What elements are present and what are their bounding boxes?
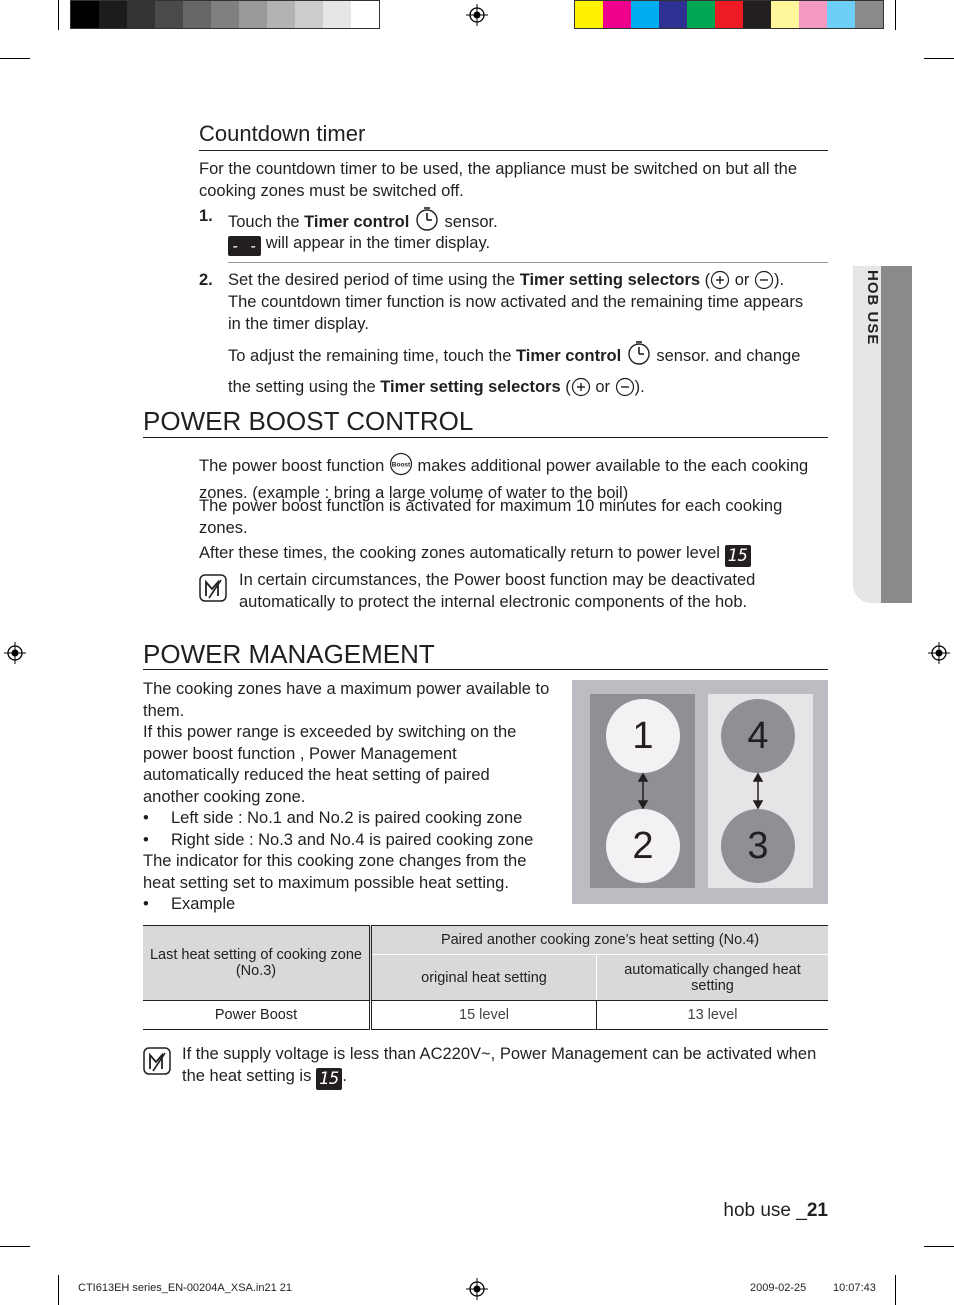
- page-footer: hob use _21: [723, 1200, 828, 1221]
- crop-mark: [895, 1275, 896, 1305]
- bullet-left-side: • Left side : No.1 and No.2 is paired cooking zone: [143, 809, 523, 827]
- cooking-zone-diagram: [572, 680, 828, 904]
- crop-mark: [895, 0, 896, 30]
- color-swatch: [827, 1, 855, 28]
- color-swatch: [855, 1, 883, 28]
- zone-label-3: 3: [747, 825, 769, 867]
- step2-activated: The countdown timer function is now activated and the remaining time appears in the timer display.: [228, 293, 804, 333]
- table-header-last-setting: Last heat setting of cooking zone (No.3): [143, 926, 371, 1001]
- boost-icon-label: Boost: [391, 461, 411, 469]
- slug-date: 2009-02-25: [750, 1282, 807, 1294]
- management-paragraph-3: The indicator for this cooking zone changes from the heat setting set to maximum possible heat setting.: [143, 852, 527, 892]
- step-divider: [228, 262, 828, 263]
- color-swatch: [715, 1, 743, 28]
- timer-icon: [626, 340, 652, 374]
- crop-mark: [0, 58, 30, 59]
- slug-time: 10:07:43: [833, 1282, 876, 1294]
- plus-icon: [571, 377, 591, 405]
- table-header-original: original heat setting: [371, 955, 597, 1001]
- heading-rule: [143, 669, 828, 670]
- step2-adjust: To adjust the remaining time, touch the Timer control sensor. and change the setting using the Timer setting selectors ( or ).: [228, 340, 808, 405]
- power-level-display: 15: [725, 545, 751, 567]
- zone-label-2: 2: [632, 825, 654, 867]
- countdown-intro: For the countdown timer to be used, the appliance must be switched on but all the cooking zones must be switched off.: [199, 160, 798, 200]
- table-cell: 13 level: [597, 1001, 829, 1030]
- bullet-right-side: • Right side : No.3 and No.4 is paired cooking zone: [143, 831, 534, 849]
- color-swatch: [687, 1, 715, 28]
- note-icon: [143, 1047, 171, 1075]
- crop-mark: [58, 0, 59, 30]
- color-swatch: [323, 1, 351, 28]
- management-paragraph-2: If this power range is exceeded by switching on the power boost function , Power Management automatically reduced the heat setting of paired another cooking zone.: [143, 723, 517, 806]
- color-swatch: [631, 1, 659, 28]
- boost-icon: [389, 452, 413, 483]
- note-icon: [199, 574, 227, 602]
- boost-paragraph-1: The power boost function Boost makes additional power available to the each cooking zones. (example : bring a large volume of water to the boil): [199, 452, 824, 504]
- power-level-display: 15: [316, 1068, 342, 1090]
- table-row: [143, 1001, 828, 1030]
- color-swatch: [239, 1, 267, 28]
- color-swatch: [351, 1, 379, 28]
- zone-label-4: 4: [747, 715, 769, 757]
- color-swatch: [267, 1, 295, 28]
- crop-mark: [924, 1246, 954, 1247]
- registration-mark-icon: [466, 4, 488, 26]
- registration-mark-icon: [928, 642, 950, 664]
- color-swatch: [211, 1, 239, 28]
- crop-mark: [924, 58, 954, 59]
- management-paragraph-1: The cooking zones have a maximum power available to them.: [143, 680, 550, 720]
- step1-display: - - will appear in the timer display.: [228, 233, 490, 256]
- management-heading: POWER MANAGEMENT: [143, 639, 435, 669]
- table-cell: 15 level: [371, 1001, 597, 1030]
- table-cell: Power Boost: [143, 1001, 371, 1030]
- slug-file: CTI613EH series_EN-00204A_XSA.in21 21: [78, 1282, 293, 1294]
- color-swatch: [771, 1, 799, 28]
- crop-mark: [58, 1275, 59, 1305]
- color-swatch: [127, 1, 155, 28]
- color-swatch: [659, 1, 687, 28]
- boost-paragraph-3: After these times, the cooking zones automatically return to power level 15: [199, 543, 824, 567]
- bullet-example: • Example: [143, 895, 236, 913]
- registration-mark-icon: [4, 642, 26, 664]
- step1-number: 1.: [199, 207, 213, 225]
- countdown-heading: Countdown timer: [199, 121, 366, 146]
- color-swatch: [603, 1, 631, 28]
- step2-number: 2.: [199, 271, 213, 289]
- power-management-table: [143, 925, 828, 1030]
- boost-paragraph-2: The power boost function is activated for maximum 10 minutes for each cooking zones.: [199, 497, 783, 537]
- table-header-changed: automatically changed heat setting: [597, 955, 829, 1001]
- color-swatch: [575, 1, 603, 28]
- heading-rule: [199, 150, 828, 151]
- heading-rule: [143, 437, 828, 438]
- timer-display-dashes: - -: [228, 236, 261, 256]
- color-swatch: [743, 1, 771, 28]
- color-swatch: [155, 1, 183, 28]
- side-tab-marker: [881, 266, 912, 603]
- color-swatch: [183, 1, 211, 28]
- boost-note: In certain circumstances, the Power boost function may be deactivated automatically to protect the internal electronic components of the hob.: [239, 571, 756, 611]
- boost-heading: POWER BOOST CONTROL: [143, 406, 474, 436]
- step2-text: Set the desired period of time using the Timer setting selectors ( or ).: [228, 270, 828, 297]
- page-number: 21: [806, 1200, 828, 1221]
- grayscale-bar: [70, 0, 380, 29]
- management-note: If the supply voltage is less than AC220V~, Power Management can be activated when the heat setting is 15 .: [182, 1045, 817, 1089]
- color-bar: [574, 0, 884, 29]
- side-tab-label: HOB USE: [864, 270, 881, 346]
- registration-mark-icon: [466, 1278, 488, 1300]
- color-swatch: [99, 1, 127, 28]
- step1-text: Touch the Timer control sensor.: [228, 206, 828, 239]
- zone-label-1: 1: [632, 715, 654, 757]
- color-swatch: [295, 1, 323, 28]
- color-swatch: [799, 1, 827, 28]
- table-header-paired: Paired another cooking zone’s heat setting (No.4): [371, 926, 829, 955]
- color-swatch: [71, 1, 99, 28]
- crop-mark: [0, 1246, 30, 1247]
- minus-icon: [615, 377, 635, 405]
